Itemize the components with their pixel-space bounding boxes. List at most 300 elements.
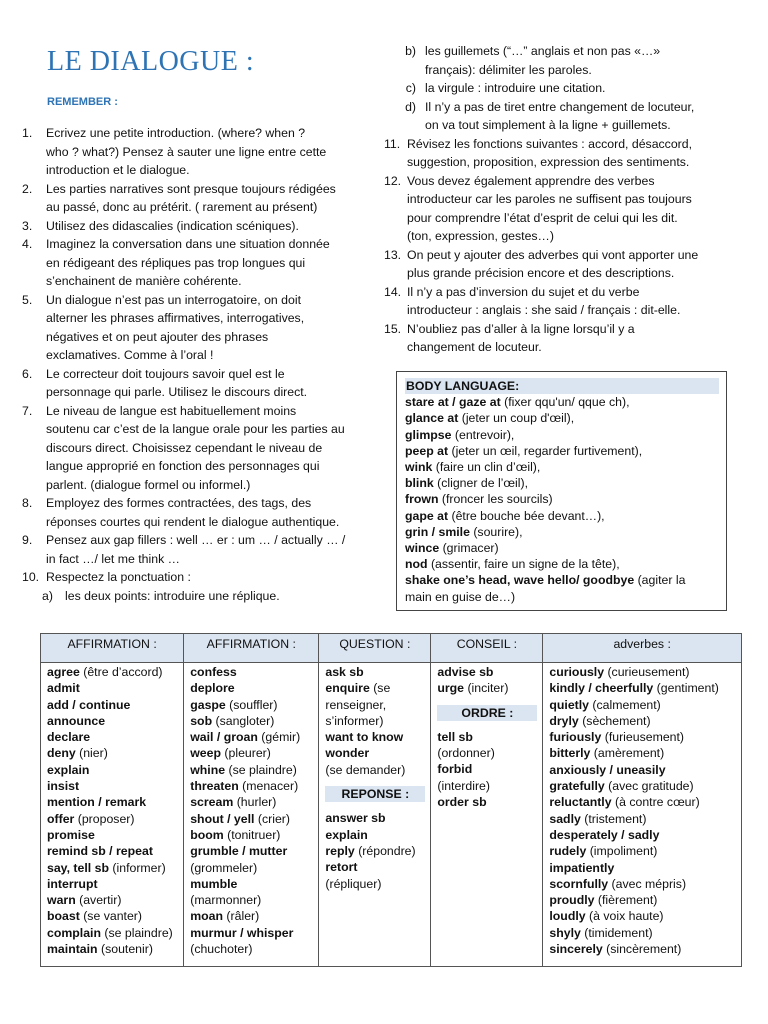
entry-term: rudely xyxy=(549,844,587,859)
list-item-line: langue approprié en fonction des personnages qui xyxy=(46,459,320,473)
entry-term: scream xyxy=(190,795,234,810)
entry-translation: (crier) xyxy=(254,811,290,826)
entry-line xyxy=(47,860,178,876)
body-language-box xyxy=(396,371,727,611)
col-affirmation-1 xyxy=(41,663,184,967)
entry-translation: (jeter un coup d'œil), xyxy=(458,411,575,426)
entry-term: impatiently xyxy=(549,860,615,875)
entry-term: quietly xyxy=(549,697,590,712)
entry-line xyxy=(549,729,736,745)
entry-term: admit xyxy=(47,681,80,696)
entry-line xyxy=(405,410,719,426)
list-item-line: s’enchainent de manière cohérente. xyxy=(46,274,242,288)
entry-translation: (cligner de l’œil), xyxy=(433,476,528,491)
list-item xyxy=(22,531,362,568)
entry-translation: (sèchement) xyxy=(578,713,651,728)
entry-line xyxy=(47,908,178,924)
entry-line xyxy=(405,508,719,524)
list-item-line: pour comprendre l’état d’esprit de celui qui les dit. xyxy=(407,210,678,225)
entry-line xyxy=(325,843,425,859)
entry-term: scornfully xyxy=(549,876,609,891)
list-number: 4. xyxy=(22,237,33,251)
entry-line xyxy=(405,589,719,605)
entry-term: dryly xyxy=(549,713,579,728)
entry-translation: (se plaindre) xyxy=(100,925,173,940)
entry-term: declare xyxy=(47,730,91,745)
entry-translation: (marmonner) xyxy=(190,893,262,908)
list-item xyxy=(384,246,734,283)
entry-translation: (fixer qqu'un/ qque ch), xyxy=(500,395,630,410)
entry-line xyxy=(405,540,719,556)
entry-term: sob xyxy=(190,713,213,728)
body-language-heading: BODY LANGUAGE: xyxy=(405,378,719,394)
entry-term: say, tell sb xyxy=(47,860,109,875)
entry-term: advise sb xyxy=(437,665,494,679)
entry-translation: (souffler) xyxy=(225,697,278,712)
list-item xyxy=(22,235,362,291)
entry-line xyxy=(405,443,719,459)
entry-term: offer xyxy=(47,811,75,826)
entry-term: complain xyxy=(47,925,101,940)
entry-line xyxy=(190,892,313,908)
entry-translation: (se vanter) xyxy=(79,909,142,924)
entry-line xyxy=(549,778,736,794)
entry-line xyxy=(47,697,178,713)
entry-term: loudly xyxy=(549,909,586,924)
entry-translation: (sangloter) xyxy=(212,713,275,728)
entry-line xyxy=(190,794,313,810)
entry-line xyxy=(549,745,736,761)
list-item-line: réponses courtes qui rendent le dialogue authentique. xyxy=(46,514,340,529)
list-item-line: Imaginez la conversation dans une situation donnée xyxy=(46,237,330,251)
col-adverbes xyxy=(543,663,742,967)
list-item-line: introducteur car les paroles ne suffisent pas toujours xyxy=(407,192,692,206)
subhead-reponse: REPONSE : xyxy=(325,786,425,802)
list-item-line: Pensez aux gap fillers : well … er : um … / actually … / xyxy=(46,533,346,547)
entry-translation: (chuchoter) xyxy=(190,942,253,957)
entry-translation: (informer) xyxy=(108,860,166,875)
entry-translation: (avertir) xyxy=(75,893,122,908)
entry-line xyxy=(549,680,736,696)
entry-translation: (avec gratitude) xyxy=(604,779,694,794)
entry-translation: main en guise de…) xyxy=(405,589,516,604)
entry-line xyxy=(325,827,425,843)
list-item-line: alterner les phrases affirmatives, interrogatives, xyxy=(46,311,305,325)
entry-term: answer sb xyxy=(325,811,386,826)
header-affirmation-2: AFFIRMATION : xyxy=(184,634,319,663)
entry-term: insist xyxy=(47,779,80,794)
entry-line xyxy=(437,680,537,696)
entry-translation: (être d’accord) xyxy=(79,665,163,679)
entry-line xyxy=(325,680,425,696)
list-item-line: exclamatives. Comme à l’oral ! xyxy=(46,348,214,362)
entry-line xyxy=(190,811,313,827)
entry-term: glance at xyxy=(405,411,459,426)
entry-term: promise xyxy=(47,827,95,842)
entry-term: confess xyxy=(190,665,237,679)
entry-line xyxy=(47,843,178,859)
entry-line xyxy=(549,941,736,957)
list-item xyxy=(384,79,734,98)
entry-translation: (jeter un œil, regarder furtivement), xyxy=(448,443,643,458)
entry-term: threaten xyxy=(190,779,239,794)
list-number: 9. xyxy=(22,533,33,547)
list-item xyxy=(22,402,362,495)
entry-line xyxy=(549,925,736,941)
list-number: 8. xyxy=(22,496,33,510)
entry-line xyxy=(47,811,178,827)
subhead-ordre: ORDRE : xyxy=(437,705,537,721)
entry-translation: (se demander) xyxy=(325,762,406,777)
entry-term: ask sb xyxy=(325,665,364,679)
entry-translation: (furieusement) xyxy=(601,730,685,745)
entry-line xyxy=(405,459,719,475)
entry-translation: (menacer) xyxy=(238,779,299,794)
entry-line xyxy=(47,680,178,696)
entry-line xyxy=(325,859,425,875)
entry-line xyxy=(47,827,178,843)
list-item-line: On peut y ajouter des adverbes qui vont apporter une xyxy=(407,247,699,262)
list-number: 15. xyxy=(384,321,402,336)
entry-line xyxy=(549,664,736,680)
entry-translation: (avec mépris) xyxy=(608,876,687,891)
list-number: 13. xyxy=(384,247,402,262)
list-item xyxy=(384,320,734,357)
header-conseil: CONSEIL : xyxy=(431,634,543,663)
entry-translation: (à voix haute) xyxy=(585,909,664,924)
entry-line xyxy=(405,475,719,491)
entry-term: glimpse xyxy=(405,427,452,442)
entry-line xyxy=(549,843,736,859)
list-item xyxy=(384,283,734,320)
list-item-line: Le correcteur doit toujours savoir quel est le xyxy=(46,366,285,381)
header-affirmation-1: AFFIRMATION : xyxy=(41,634,184,663)
entry-term: stare at / gaze at xyxy=(405,395,501,410)
entry-line xyxy=(549,892,736,908)
entry-translation: (sincèrement) xyxy=(602,942,682,957)
list-item-line: who ? what?) Pensez à sauter une ligne entre cette xyxy=(46,144,327,159)
entry-term: bitterly xyxy=(549,746,591,761)
entry-line xyxy=(325,697,425,713)
entry-term: wince xyxy=(405,541,440,556)
entry-line xyxy=(47,778,178,794)
entry-term: whine xyxy=(190,762,226,777)
entry-line xyxy=(437,664,537,680)
list-item-line: discours direct. Choisissez cependant le niveau de xyxy=(46,440,323,455)
entry-line xyxy=(47,794,178,810)
list-item xyxy=(384,42,734,79)
list-item-line: la virgule : introduire une citation. xyxy=(425,81,606,95)
list-number: 5. xyxy=(22,292,33,307)
list-number: 3. xyxy=(22,218,33,233)
list-number: 10. xyxy=(22,570,40,584)
entry-term: want to know xyxy=(325,730,404,745)
entry-translation: (sourire), xyxy=(469,524,523,539)
entry-line xyxy=(549,908,736,924)
list-item-line: changement de locuteur. xyxy=(407,340,542,354)
entry-term: explain xyxy=(325,827,368,842)
list-item-line: introducteur : anglais : she said / français : dit-elle. xyxy=(407,303,681,317)
entry-line xyxy=(405,394,719,410)
list-number: 12. xyxy=(384,173,402,188)
entry-translation: (proposer) xyxy=(74,811,135,826)
entry-term: remind sb / repeat xyxy=(47,844,153,859)
entry-term: deplore xyxy=(190,681,235,696)
list-number: 1. xyxy=(22,126,33,140)
entry-line xyxy=(325,762,425,778)
entry-term: grumble / mutter xyxy=(190,844,288,859)
remember-heading: REMEMBER : xyxy=(47,96,118,108)
list-number: 6. xyxy=(22,366,33,381)
entry-line xyxy=(437,729,537,745)
entry-translation: (entrevoir), xyxy=(451,427,515,442)
entry-line xyxy=(325,745,425,761)
list-item-line: soutenu car c’est de la langue orale pour les parties au xyxy=(46,422,345,436)
list-item-line: au passé, donc au prétérit. ( rarement au présent) xyxy=(46,200,318,214)
entry-translation: (répondre) xyxy=(354,843,416,858)
entry-translation: (inciter) xyxy=(464,681,509,696)
entry-translation: (agiter la xyxy=(634,573,686,588)
list-number: 2. xyxy=(22,181,33,196)
list-item-line: les deux points: introduire une réplique. xyxy=(65,588,280,603)
list-item-line: Employez des formes contractées, des tags, des xyxy=(46,496,312,510)
entry-term: gratefully xyxy=(549,779,605,794)
entry-term: wink xyxy=(405,460,433,475)
entry-translation: (timidement) xyxy=(580,925,653,940)
entry-line xyxy=(549,697,736,713)
entry-translation: (assentir, faire un signe de la tête), xyxy=(427,557,620,572)
entry-line xyxy=(47,892,178,908)
entry-line xyxy=(437,778,537,794)
table-row xyxy=(41,663,742,967)
list-item-line: Les parties narratives sont presque toujours rédigées xyxy=(46,181,336,196)
entry-term: reluctantly xyxy=(549,795,612,810)
entry-line xyxy=(405,491,719,507)
entry-line xyxy=(190,843,313,859)
entry-term: sadly xyxy=(549,811,581,826)
entry-line xyxy=(190,680,313,696)
list-item-line: Respectez la ponctuation : xyxy=(46,570,191,584)
entry-line xyxy=(325,876,425,892)
entry-translation: (se xyxy=(369,681,391,696)
list-item-line: Il n’y a pas de tiret entre changement de locuteur, xyxy=(425,99,695,114)
entry-line xyxy=(47,762,178,778)
entry-term: sincerely xyxy=(549,942,603,957)
entry-term: order sb xyxy=(437,795,487,810)
entry-line xyxy=(190,713,313,729)
page-title: LE DIALOGUE : xyxy=(47,46,255,77)
entry-line xyxy=(190,778,313,794)
entry-translation: (répliquer) xyxy=(325,876,382,891)
entry-line xyxy=(405,556,719,572)
list-item-line: personnage qui parle. Utilisez le discours direct. xyxy=(46,385,308,399)
entry-term: announce xyxy=(47,713,106,728)
entry-term: interrupt xyxy=(47,876,98,891)
header-adverbes: adverbes : xyxy=(543,634,742,663)
list-item-line: les guillemets (“…” anglais et non pas «…» xyxy=(425,44,661,58)
entry-translation: (grimacer) xyxy=(439,541,499,556)
entry-line xyxy=(47,941,178,957)
entry-term: wail / groan xyxy=(190,730,258,745)
entry-line xyxy=(437,745,537,761)
entry-line xyxy=(190,860,313,876)
entry-line xyxy=(47,925,178,941)
entry-translation: (calmement) xyxy=(589,697,661,712)
list-item-line: suggestion, proposition, expression des sentiments. xyxy=(407,155,690,169)
entry-term: blink xyxy=(405,476,434,491)
entry-line xyxy=(549,811,736,827)
entry-line xyxy=(190,925,313,941)
entry-translation: (amèrement) xyxy=(590,746,665,761)
entry-term: proudly xyxy=(549,893,595,908)
entry-line xyxy=(190,697,313,713)
list-item-line: Vous devez également apprendre des verbes xyxy=(407,173,655,188)
entry-term: mention / remark xyxy=(47,795,147,810)
list-item-line: Utilisez des didascalies (indication scéniques). xyxy=(46,218,299,233)
list-item-line: en rédigeant des répliques pas trop longues qui xyxy=(46,255,306,270)
entry-translation: (tonitruer) xyxy=(223,827,281,842)
entry-translation: s’informer) xyxy=(325,713,384,728)
entry-line xyxy=(549,794,736,810)
entry-line xyxy=(190,941,313,957)
list-number: a) xyxy=(42,588,53,603)
entry-line xyxy=(549,713,736,729)
entry-term: add / continue xyxy=(47,697,131,712)
entry-translation: (gémir) xyxy=(257,730,301,745)
entry-translation: (hurler) xyxy=(233,795,277,810)
entry-line xyxy=(437,794,537,810)
instructions-list-left xyxy=(22,124,362,605)
list-number: d) xyxy=(405,99,416,114)
list-item-line: Un dialogue n’est pas un interrogatoire, on doit xyxy=(46,292,301,307)
entry-term: warn xyxy=(47,893,76,908)
entry-line xyxy=(405,572,719,588)
entry-term: anxiously / uneasily xyxy=(549,762,666,777)
list-item xyxy=(384,135,734,172)
entry-translation: (à contre cœur) xyxy=(611,795,700,810)
list-item-line: (ton, expression, gestes…) xyxy=(407,229,554,243)
entry-term: frown xyxy=(405,492,439,507)
entry-line xyxy=(190,908,313,924)
list-number: 11. xyxy=(384,136,401,151)
entry-line xyxy=(405,427,719,443)
entry-line xyxy=(549,827,736,843)
list-item-line: Il n’y a pas d’inversion du sujet et du verbe xyxy=(407,284,640,299)
entry-term: murmur / whisper xyxy=(190,925,294,940)
entry-term: gaspe xyxy=(190,697,226,712)
entry-line xyxy=(437,761,537,777)
list-item-line: on va tout simplement à la ligne + guillemets. xyxy=(425,118,671,132)
entry-term: boom xyxy=(190,827,224,842)
entry-term: gape at xyxy=(405,508,449,523)
entry-translation: (soutenir) xyxy=(97,942,153,957)
entry-line xyxy=(549,876,736,892)
entry-translation: (fièrement) xyxy=(594,893,658,908)
instructions-list-right xyxy=(384,42,734,357)
list-item xyxy=(22,291,362,365)
entry-line xyxy=(47,713,178,729)
entry-term: kindly / cheerfully xyxy=(549,681,654,696)
entry-translation: (curieusement) xyxy=(604,665,690,679)
list-item-line: plus grande précision encore et des descriptions. xyxy=(407,266,675,280)
list-item xyxy=(22,124,362,180)
list-number: c) xyxy=(405,81,416,95)
list-item-line: français): délimiter les paroles. xyxy=(425,62,592,77)
col-question xyxy=(319,663,431,967)
col-affirmation-2 xyxy=(184,663,319,967)
col-conseil xyxy=(431,663,543,967)
entry-term: shake one’s head, wave hello/ goodbye xyxy=(405,573,635,588)
entry-term: shout / yell xyxy=(190,811,255,826)
entry-term: moan xyxy=(190,909,224,924)
entry-line xyxy=(190,876,313,892)
entry-translation: (tristement) xyxy=(580,811,647,826)
entry-translation: (interdire) xyxy=(437,778,490,793)
entry-line xyxy=(405,524,719,540)
list-item-line: N’oubliez pas d’aller à la ligne lorsqu’il y a xyxy=(407,321,635,336)
entry-term: desperately / sadly xyxy=(549,827,660,842)
entry-translation: (impoliment) xyxy=(586,844,658,859)
entry-line xyxy=(190,762,313,778)
entry-line xyxy=(190,745,313,761)
entry-line xyxy=(47,745,178,761)
entry-translation: (râler) xyxy=(223,909,260,924)
list-item xyxy=(22,568,362,587)
entry-line xyxy=(325,664,425,680)
entry-translation: (faire un clin d’œil), xyxy=(432,460,541,475)
entry-line xyxy=(190,664,313,680)
list-item xyxy=(22,494,362,531)
list-item xyxy=(22,217,362,236)
entry-term: explain xyxy=(47,762,90,777)
entry-term: wonder xyxy=(325,746,370,761)
list-item-line: parlent. (dialogue formel ou informel.) xyxy=(46,477,251,492)
entry-line xyxy=(190,827,313,843)
entry-translation: (nier) xyxy=(75,746,108,761)
entry-translation: (grommeler) xyxy=(190,860,258,875)
entry-line xyxy=(47,876,178,892)
entry-line xyxy=(47,729,178,745)
entry-translation: (se plaindre) xyxy=(225,762,297,777)
vocabulary-table xyxy=(40,633,742,967)
table-header-row xyxy=(41,634,742,663)
entry-term: reply xyxy=(325,843,355,858)
entry-term: tell sb xyxy=(437,729,473,744)
entry-term: retort xyxy=(325,860,358,875)
entry-translation: (pleurer) xyxy=(220,746,271,761)
entry-line xyxy=(190,729,313,745)
list-item-line: Le niveau de langue est habituellement moins xyxy=(46,403,297,418)
list-item-line: Ecrivez une petite introduction. (where? when ? xyxy=(46,126,306,140)
entry-line xyxy=(325,729,425,745)
list-number: b) xyxy=(405,44,416,58)
entry-translation: (gentiment) xyxy=(653,681,719,696)
list-item-line: introduction et le dialogue. xyxy=(46,163,190,177)
entry-term: curiously xyxy=(549,665,605,679)
entry-term: shyly xyxy=(549,925,581,940)
entry-term: nod xyxy=(405,557,428,572)
entry-translation: renseigner, xyxy=(325,697,387,712)
entry-line xyxy=(325,810,425,826)
list-item-line: négatives et on peut ajouter des phrases xyxy=(46,329,269,344)
entry-line xyxy=(325,713,425,729)
entry-term: grin / smile xyxy=(405,524,470,539)
list-number: 7. xyxy=(22,403,33,418)
entry-term: forbid xyxy=(437,762,473,777)
entry-line xyxy=(47,664,178,680)
list-item xyxy=(22,587,362,606)
entry-translation: (froncer les sourcils) xyxy=(438,492,553,507)
